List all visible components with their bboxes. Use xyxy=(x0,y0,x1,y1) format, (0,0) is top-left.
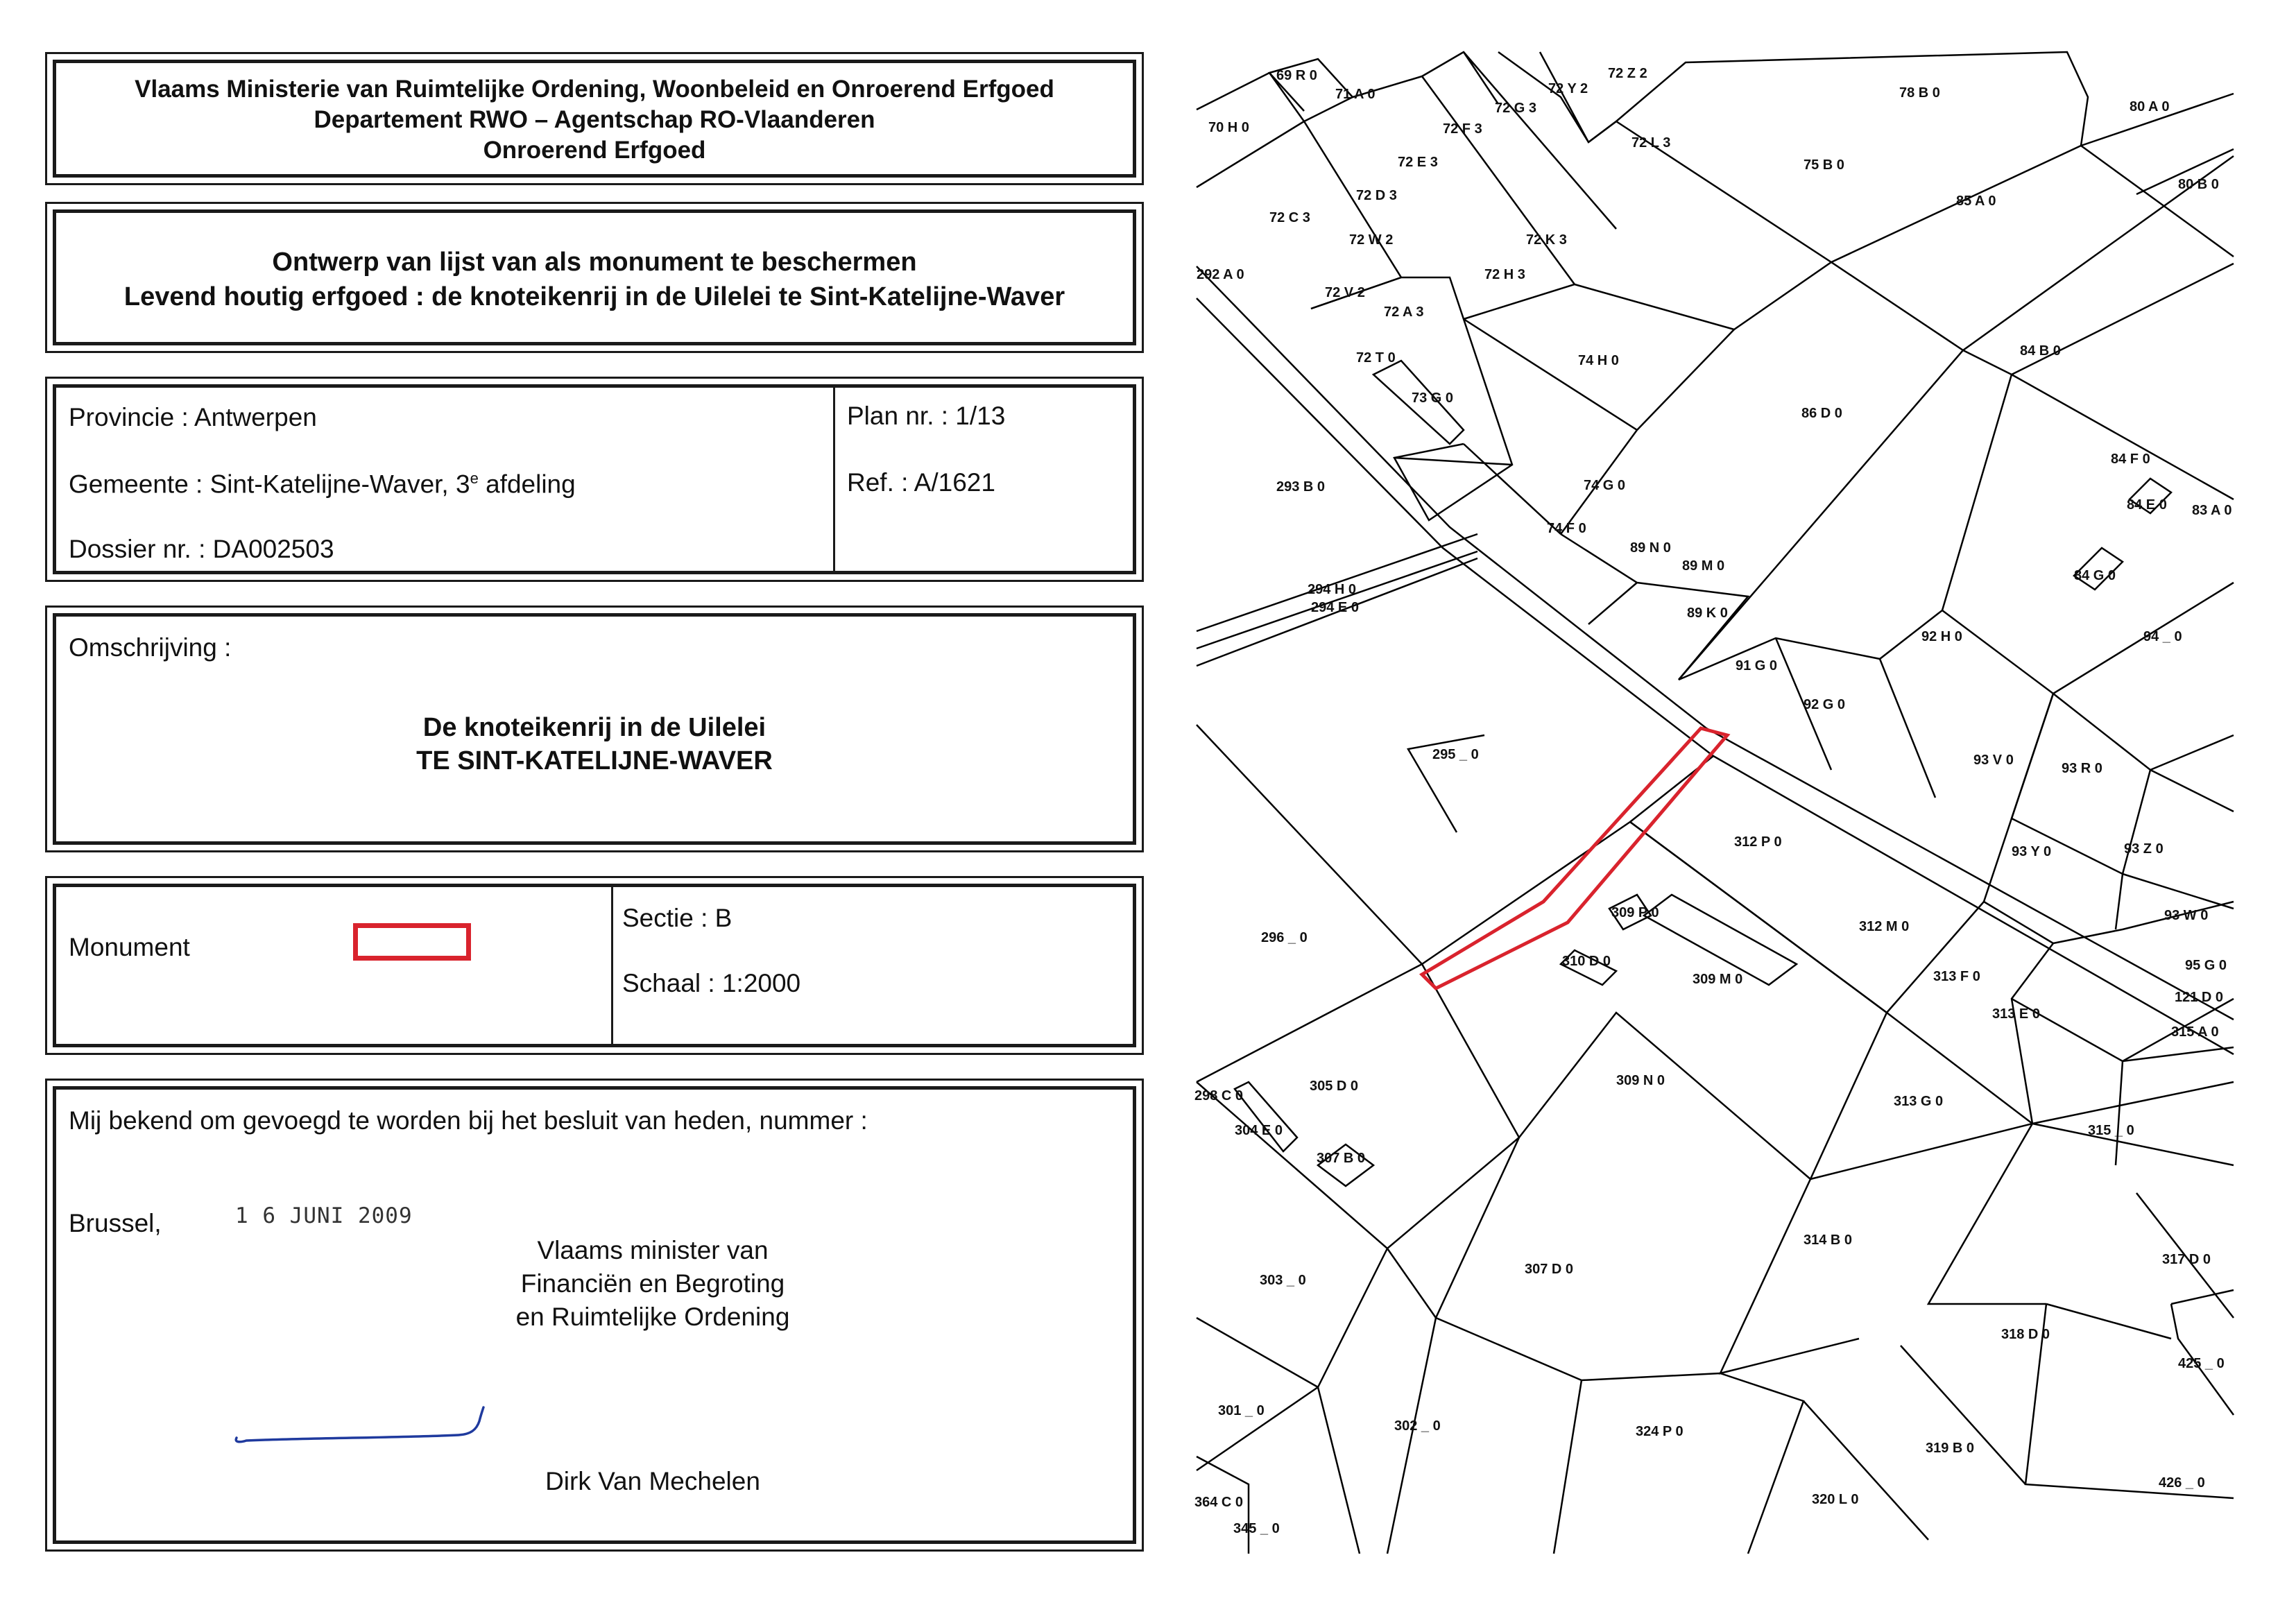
parcel-label: 315 A 0 xyxy=(2171,1024,2219,1040)
parcel-label: 84 E 0 xyxy=(2127,497,2167,513)
parcel-label: 89 N 0 xyxy=(1630,540,1671,556)
parcel-label: 74 F 0 xyxy=(1547,521,1586,536)
parcel-labels xyxy=(1194,66,2231,1536)
description-box xyxy=(53,613,1136,845)
dossier-text: Dossier nr. : DA002503 xyxy=(69,535,334,563)
parcel-label: 364 C 0 xyxy=(1194,1495,1244,1510)
parcel-label: 302 _ 0 xyxy=(1394,1418,1441,1434)
parcel-label: 307 D 0 xyxy=(1525,1262,1574,1277)
parcel-label: 72 D 3 xyxy=(1356,188,1397,203)
parcel-label: 93 R 0 xyxy=(2062,761,2102,776)
parcel-label: 92 G 0 xyxy=(1804,697,1846,712)
parcel-label: 93 V 0 xyxy=(1973,753,2014,768)
parcel-label: 75 B 0 xyxy=(1804,157,1844,173)
parcel-label: 309 N 0 xyxy=(1616,1073,1665,1088)
parcel-label: 319 B 0 xyxy=(1926,1441,1975,1456)
building-304-e xyxy=(1235,1082,1297,1151)
parcel-label: 121 D 0 xyxy=(2175,990,2224,1005)
legend-divider xyxy=(611,887,613,1044)
parcel-label: 74 G 0 xyxy=(1584,478,1626,493)
minister-line-3: en Ruimtelijke Ordening xyxy=(515,1303,790,1331)
parcel-label: 74 H 0 xyxy=(1578,353,1619,368)
parcel-label: 73 G 0 xyxy=(1412,390,1454,406)
parcel-label: 72 V 2 xyxy=(1325,285,1365,300)
parcel-label: 72 C 3 xyxy=(1269,210,1310,225)
parcel-label: 315 _ 0 xyxy=(2088,1123,2134,1138)
parcel-label: 80 B 0 xyxy=(2178,177,2219,192)
minister-line-2: Financiën en Begroting xyxy=(520,1269,785,1298)
parcel-label: 93 Y 0 xyxy=(2012,844,2052,859)
gemeente-sup: e xyxy=(470,470,479,487)
parcel-label: 86 D 0 xyxy=(1801,406,1842,421)
parcel-label: 89 M 0 xyxy=(1682,558,1725,574)
parcel-label: 293 B 0 xyxy=(1276,479,1326,495)
parcel-label: 296 _ 0 xyxy=(1261,930,1308,945)
approval-city: Brussel, xyxy=(69,1209,162,1237)
sectie-text: Sectie : B xyxy=(622,904,733,932)
parcel-label: 72 L 3 xyxy=(1631,135,1671,151)
parcel-label: 294 E 0 xyxy=(1311,600,1359,615)
parcel-label: 71 A 0 xyxy=(1335,87,1376,102)
parcel-label: 72 K 3 xyxy=(1526,232,1567,248)
parcel-label: 324 P 0 xyxy=(1636,1424,1684,1439)
parcel-label: 72 Y 2 xyxy=(1548,81,1588,96)
parcel-label: 72 H 3 xyxy=(1484,267,1525,282)
minister-line-1: Vlaams minister van xyxy=(537,1236,769,1264)
approval-statement: Mij bekend om gevoegd te worden bij het besluit van heden, nummer : xyxy=(69,1106,868,1135)
parcel-label: 93 Z 0 xyxy=(2124,841,2164,857)
parcel-label: 72 E 3 xyxy=(1398,155,1438,170)
header-box xyxy=(53,60,1136,178)
parcel-label: 93 W 0 xyxy=(2164,908,2209,923)
gemeente-text xyxy=(69,470,576,499)
parcel-label: 94 _ 0 xyxy=(2143,629,2182,644)
parcel-label: 83 A 0 xyxy=(2192,503,2232,518)
parcel-label: 84 F 0 xyxy=(2111,452,2150,467)
parcel-label: 69 R 0 xyxy=(1276,68,1317,83)
info-box xyxy=(53,384,1136,574)
header-line-3: Onroerend Erfgoed xyxy=(483,137,706,164)
parcel-label: 92 H 0 xyxy=(1921,629,1962,644)
schaal-text: Schaal : 1:2000 xyxy=(622,969,801,997)
signatory-name: Dirk Van Mechelen xyxy=(545,1467,760,1495)
parcel-label: 72 W 2 xyxy=(1349,232,1394,248)
parcel-label: 294 H 0 xyxy=(1308,582,1357,597)
legend-box xyxy=(53,884,1136,1047)
parcel-label: 70 H 0 xyxy=(1208,120,1249,135)
parcel-label: 312 P 0 xyxy=(1734,834,1782,850)
title-line-2: Levend houtig erfgoed : de knoteikenrij in de Uilelei te Sint-Katelijne-Waver xyxy=(123,282,1065,311)
description-label: Omschrijving : xyxy=(69,633,232,662)
parcel-label: 301 _ 0 xyxy=(1218,1403,1265,1418)
parcel-label: 89 K 0 xyxy=(1687,606,1728,621)
parcel-label: 84 B 0 xyxy=(2020,343,2061,359)
parcel-label: 292 A 0 xyxy=(1197,267,1244,282)
info-divider xyxy=(833,388,835,571)
parcel-label: 309 M 0 xyxy=(1693,972,1743,987)
parcel-label: 95 G 0 xyxy=(2185,958,2227,973)
parcel-label: 78 B 0 xyxy=(1899,85,1940,101)
parcel-label: 80 A 0 xyxy=(2130,99,2170,114)
ref-text: Ref. : A/1621 xyxy=(847,468,995,497)
parcel-label: 317 D 0 xyxy=(2162,1252,2211,1267)
approval-box xyxy=(53,1086,1136,1544)
parcel-label: 298 C 0 xyxy=(1194,1088,1244,1104)
parcel-label: 303 _ 0 xyxy=(1260,1273,1306,1288)
parcel-label: 313 F 0 xyxy=(1933,969,1980,984)
monument-swatch xyxy=(353,923,471,961)
header-line-2: Departement RWO – Agentschap RO-Vlaanderen xyxy=(314,106,875,133)
parcel-label: 91 G 0 xyxy=(1736,658,1778,673)
parcel-label: 312 M 0 xyxy=(1859,919,1910,934)
parcel-label: 72 T 0 xyxy=(1356,350,1396,366)
parcel-label: 72 A 3 xyxy=(1384,304,1424,320)
plan-text: Plan nr. : 1/13 xyxy=(847,402,1006,430)
parcel-label: 426 _ 0 xyxy=(2159,1475,2205,1491)
parcel-label: 318 D 0 xyxy=(2001,1327,2050,1342)
provincie-text: Provincie : Antwerpen xyxy=(69,403,317,431)
parcel-label: 72 G 3 xyxy=(1495,101,1537,116)
parcel-label: 313 E 0 xyxy=(1992,1006,2040,1022)
parcel-label: 310 D 0 xyxy=(1562,954,1611,969)
gemeente-prefix: Gemeente : Sint-Katelijne-Waver, 3 xyxy=(69,470,470,499)
description-line-1: De knoteikenrij in de Uilelei xyxy=(422,713,766,742)
gemeente-suffix: afdeling xyxy=(478,470,576,499)
parcel-label: 309 P 0 xyxy=(1611,905,1659,920)
description-line-2: TE SINT-KATELIJNE-WAVER xyxy=(416,746,773,775)
parcel-label: 307 B 0 xyxy=(1317,1151,1366,1166)
parcel-label: 305 D 0 xyxy=(1310,1079,1359,1094)
cadastral-map xyxy=(1193,49,2242,1556)
parcel-label: 314 B 0 xyxy=(1804,1233,1853,1248)
parcel-label: 72 Z 2 xyxy=(1608,66,1647,81)
parcel-label: 295 _ 0 xyxy=(1432,747,1479,762)
parcel-label: 345 _ 0 xyxy=(1233,1521,1280,1536)
date-stamp: 1 6 JUNI 2009 xyxy=(235,1203,413,1228)
signature xyxy=(230,1395,493,1450)
parcel-label: 85 A 0 xyxy=(1956,194,1996,209)
title-line-1: Ontwerp van lijst van als monument te beschermen xyxy=(272,248,917,277)
parcel-label: 72 F 3 xyxy=(1443,121,1482,137)
title-box xyxy=(53,209,1136,345)
parcel-label: 425 _ 0 xyxy=(2178,1356,2225,1371)
parcel-label: 84 G 0 xyxy=(2074,568,2116,583)
parcel-label: 320 L 0 xyxy=(1812,1492,1859,1507)
header-line-1: Vlaams Ministerie van Ruimtelijke Ordening, Woonbeleid en Onroerend Erfgoed xyxy=(135,76,1054,103)
road-north-edge xyxy=(1197,266,2234,1020)
monument-label: Monument xyxy=(69,933,190,961)
parcel-label: 304 E 0 xyxy=(1235,1123,1283,1138)
parcel-label: 313 G 0 xyxy=(1894,1094,1944,1109)
